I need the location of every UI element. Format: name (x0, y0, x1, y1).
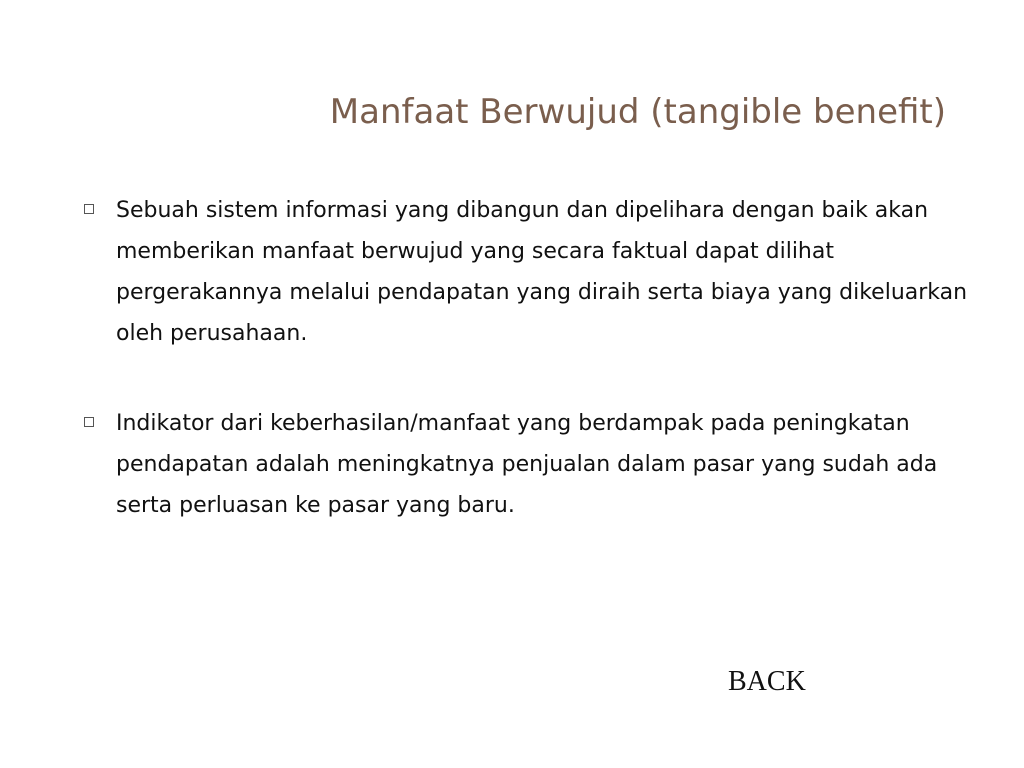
slide-title: Manfaat Berwujud (tangible benefit) (329, 92, 946, 132)
hollow-square-bullet-icon (84, 204, 94, 214)
bullet-text: Sebuah sistem informasi yang dibangun dan dipelihara dengan baik akan memberikan manfaat berwujud yang secara faktual dapat dilihat pergerakannya melalui pendapatan yang diraih serta biaya yang dikeluarkan oleh perusahaan. (116, 198, 968, 346)
bullet-text: Indikator dari keberhasilan/manfaat yang berdampak pada peningkatan pendapatan adalah meningkatnya penjualan dalam pasar yang sudah ada serta perluasan ke pasar yang baru. (116, 411, 938, 518)
bullet-item (80, 190, 970, 354)
back-button[interactable]: BACK (728, 666, 806, 697)
bullet-list (80, 190, 970, 526)
bullet-item (80, 403, 970, 526)
hollow-square-bullet-icon (84, 417, 94, 427)
